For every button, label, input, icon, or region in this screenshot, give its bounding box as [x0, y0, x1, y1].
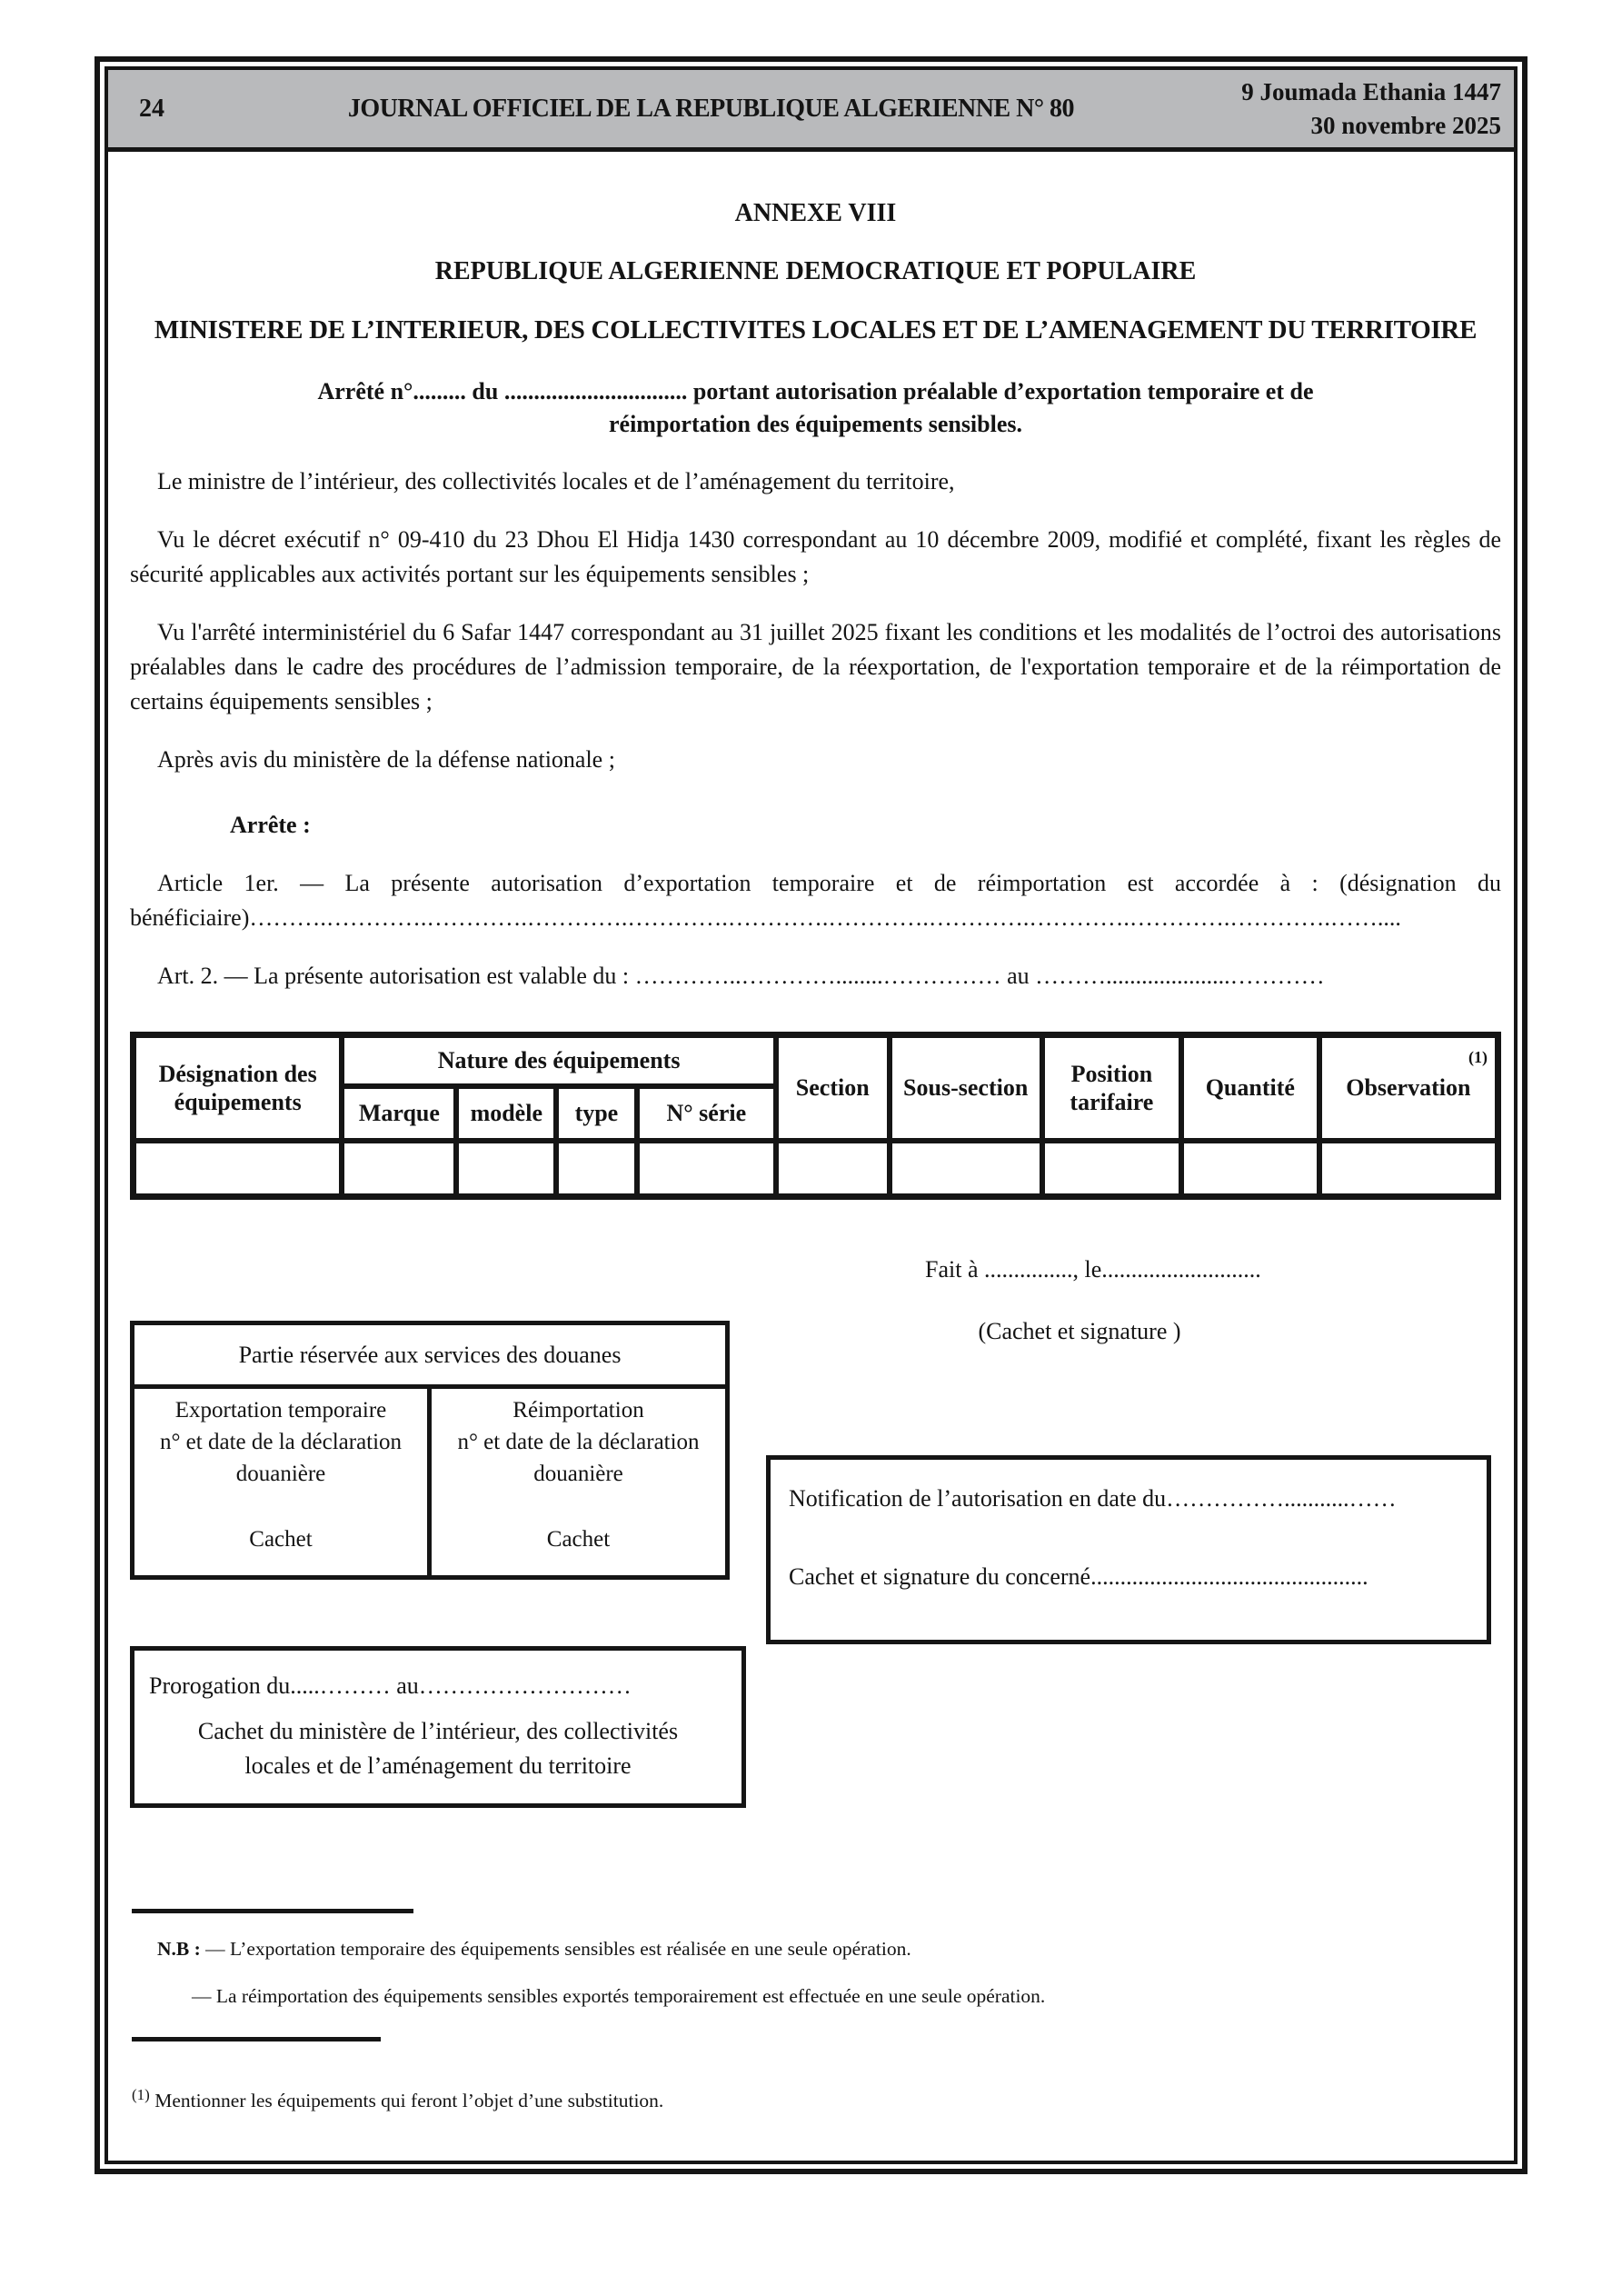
- customs-box: [130, 1321, 730, 1580]
- observation-footnote-mark: (1): [1468, 1048, 1488, 1066]
- col-header-observation: [1319, 1035, 1498, 1141]
- customs-reimport-line1: Réimportation: [512, 1398, 644, 1423]
- separator-rule-top: [132, 1909, 413, 1913]
- col-header-designation: Désignation des équipements: [134, 1035, 343, 1141]
- article-1-line2: bénéficiaire)……….………….………….………….………….………….………….………….………….………….………….……....: [130, 904, 1401, 931]
- paragraph-avis: Après avis du ministère de la défense nationale ;: [157, 746, 615, 773]
- nb-note-line2: — La réimportation des équipements sensibles exportés temporairement est effectuée en une seule opération.: [192, 1985, 1046, 2007]
- prorogation-box: [130, 1646, 746, 1808]
- notification-line2: Cachet et signature du concerné...............................................: [789, 1563, 1368, 1590]
- prorogation-line3: locales et de l’aménagement du territoire: [244, 1752, 632, 1779]
- table-empty-cell: [134, 1141, 343, 1197]
- journal-title: JOURNAL OFFICIEL DE LA REPUBLIQUE ALGERIENNE N° 80: [347, 94, 1075, 123]
- table-empty-cell: [1181, 1141, 1319, 1197]
- page-inner-frame: [104, 66, 1518, 2164]
- footnote-1: [132, 2078, 1501, 2118]
- lower-section: [130, 1200, 1501, 1909]
- table-empty-cell: [342, 1141, 456, 1197]
- paragraph-minister: Le ministre de l’intérieur, des collectivités locales et de l’aménagement du territoire,: [157, 468, 955, 494]
- col-header-marque: Marque: [342, 1086, 456, 1141]
- arrete-label: Arrête :: [230, 812, 311, 838]
- page-content: [108, 197, 1514, 2118]
- customs-reimport-line2: n° et date de la déclaration: [457, 1430, 700, 1454]
- page-header: [108, 70, 1514, 152]
- decree-title-line2: réimportation des équipements sensibles.: [609, 411, 1022, 437]
- notification-line1: Notification de l’autorisation en date du……………...........……: [789, 1485, 1397, 1512]
- customs-reimport-line3: douanière: [533, 1462, 623, 1486]
- customs-export-line3: douanière: [235, 1462, 326, 1486]
- header-dates: [1178, 75, 1514, 143]
- fait-a-line: Fait à ..............., le...........................: [925, 1256, 1261, 1283]
- footnote-1-mark: (1): [132, 2086, 150, 2103]
- table-empty-cell: [1042, 1141, 1181, 1197]
- table-empty-cell: [637, 1141, 776, 1197]
- article-1-line1: Article 1er. — La présente autorisation d’exportation temporaire et de réimportation est accordée à : (désignation du: [157, 870, 1501, 896]
- col-header-sous-section: Sous-section: [890, 1035, 1042, 1141]
- col-header-section: Section: [776, 1035, 890, 1141]
- republic-title: REPUBLIQUE ALGERIENNE DEMOCRATIQUE ET POPULAIRE: [434, 257, 1197, 285]
- customs-export-cell: [134, 1389, 432, 1575]
- customs-reimport-cachet: Cachet: [546, 1527, 611, 1552]
- paragraph-decret: Vu le décret exécutif n° 09-410 du 23 Dhou El Hidja 1430 correspondant au 10 décembre 2009, modifié et complété, fixant les règles de sécurité applicables aux activités portant sur les équipements sensibles ;: [130, 526, 1501, 587]
- equipment-table: [130, 1032, 1501, 1200]
- prorogation-line2: Cachet du ministère de l’intérieur, des collectivités: [197, 1718, 679, 1744]
- col-header-nature: Nature des équipements: [342, 1035, 776, 1086]
- annexe-title: ANNEXE VIII: [734, 199, 897, 227]
- customs-export-cachet: Cachet: [249, 1527, 313, 1552]
- nb-note-line1: [157, 1935, 1501, 1962]
- table-row: [134, 1141, 1498, 1197]
- col-header-position-tarifaire: Position tarifaire: [1042, 1035, 1181, 1141]
- col-header-modele: modèle: [456, 1086, 556, 1141]
- col-header-quantite: Quantité: [1181, 1035, 1319, 1141]
- page-number: 24: [139, 94, 164, 123]
- customs-box-body: [134, 1389, 725, 1575]
- cachet-signature-line: (Cachet et signature ): [978, 1318, 1181, 1344]
- notification-box: [766, 1455, 1491, 1644]
- observation-label: Observation: [1346, 1074, 1471, 1102]
- date-gregorian: 30 novembre 2025: [1310, 111, 1501, 139]
- nb-label: N.B :: [157, 1938, 201, 1960]
- article-2-line: Art. 2. — La présente autorisation est valable du : …………..…………........…………… au ……….....................…………: [157, 963, 1325, 989]
- prorogation-line1: Prorogation du.....……… au………………………: [149, 1672, 632, 1699]
- footnote-1-text: Mentionner les équipements qui feront l’objet d’une substitution.: [154, 2090, 664, 2111]
- table-empty-cell: [776, 1141, 890, 1197]
- customs-export-line2: n° et date de la déclaration: [159, 1430, 403, 1454]
- col-header-type: type: [556, 1086, 637, 1141]
- page-outer-frame: [95, 56, 1527, 2174]
- col-header-serie: N° série: [637, 1086, 776, 1141]
- decree-title-line1: Arrêté n°......... du ............................... portant autorisation préalable d’exportation temporaire et de: [317, 378, 1314, 404]
- paragraph-arrete-interministeriel: Vu l'arrêté interministériel du 6 Safar 1447 correspondant au 31 juillet 2025 fixant les conditions et les modalités de l’octroi des autorisations préalables dans le cadre des procédures de l’admission temporaire, de la réexportation, de l'exportation temporaire et de la réimportation de certains équipements sensibles ;: [130, 619, 1501, 714]
- customs-reimport-cell: [432, 1389, 725, 1575]
- nb-item1: — L’exportation temporaire des équipements sensibles est réalisée en une seule opération.: [205, 1938, 911, 1960]
- customs-box-title: Partie réservée aux services des douanes: [134, 1325, 725, 1389]
- table-empty-cell: [890, 1141, 1042, 1197]
- date-hijri: 9 Joumada Ethania 1447: [1241, 77, 1501, 105]
- table-empty-cell: [1319, 1141, 1498, 1197]
- table-empty-cell: [556, 1141, 637, 1197]
- separator-rule-bottom: [132, 2037, 381, 2041]
- table-empty-cell: [456, 1141, 556, 1197]
- decree-title: [130, 375, 1501, 441]
- ministry-title: MINISTERE DE L’INTERIEUR, DES COLLECTIVITES LOCALES ET DE L’AMENAGEMENT DU TERRITOIRE: [154, 315, 1478, 344]
- customs-export-line1: Exportation temporaire: [174, 1398, 387, 1423]
